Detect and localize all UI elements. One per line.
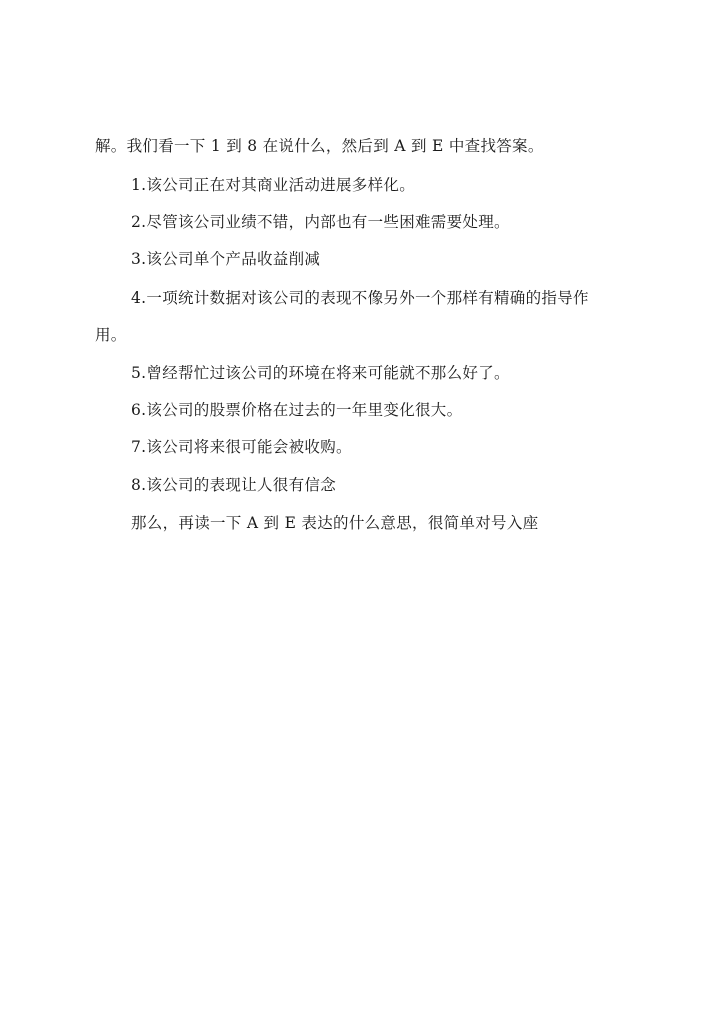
list-item-3: 3.该公司单个产品收益削减	[131, 250, 321, 268]
list-item-6: 6.该公司的股票价格在过去的一年里变化很大。	[131, 401, 463, 419]
list-item-1: 1.该公司正在对其商业活动进展多样化。	[131, 176, 415, 194]
list-item-4: 4.一项统计数据对该公司的表现不像另外一个那样有精确的指导作	[131, 289, 589, 307]
list-item-5: 5.曾经帮忙过该公司的环境在将来可能就不那么好了。	[131, 364, 510, 382]
list-item-8: 8.该公司的表现让人很有信念	[131, 476, 336, 494]
list-item-7: 7.该公司将来很可能会被收购。	[131, 438, 352, 456]
closing-paragraph: 那么，再读一下 A 到 E 表达的什么意思，很简单对号入座	[131, 514, 539, 532]
list-item-4-continued: 用。	[95, 326, 127, 344]
intro-paragraph: 解。我们看一下 1 到 8 在说什么，然后到 A 到 E 中查找答案。	[95, 137, 544, 155]
list-item-2: 2.尽管该公司业绩不错，内部也有一些困难需要处理。	[131, 213, 510, 231]
